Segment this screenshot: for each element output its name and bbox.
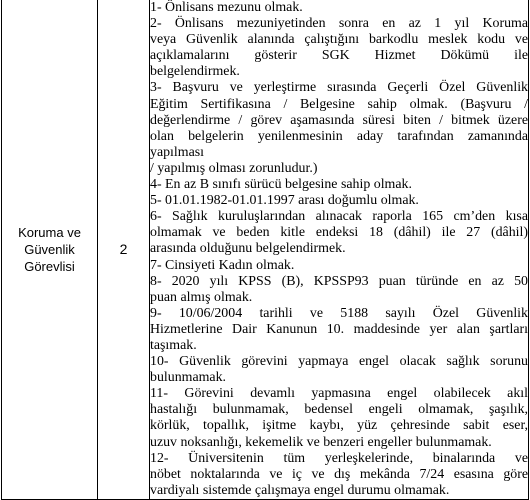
requirement-line: yapılması [150, 144, 205, 160]
position-count: 2 [119, 241, 128, 258]
requirement-line: nöbet noktalarında ve iç ve dış mekânda 7/24 esasına göre [150, 466, 528, 482]
requirement-line: / yapılmış olması zorunludur.) [150, 160, 318, 176]
requirement-line: 5- 01.01.1982-01.01.1997 arası doğumlu olmak. [150, 193, 419, 209]
requirement-line: vardiyalı sistemde çalışmaya engel durumu olmamak. [150, 482, 450, 498]
requirement-line: 8- 2020 yılı KPSS (B), KPSSP93 puan türünde en az 50 [150, 273, 528, 289]
position-title-cell [2, 0, 98, 499]
requirement-line: olmamak ve beden kitle endeksi 18 (dâhil) ile 27 (dâhil) [150, 225, 528, 241]
requirement-line: puan almış olmak. [150, 289, 253, 305]
position-title-line: Güvenlik [24, 241, 75, 257]
requirement-line: taşımak. [150, 337, 197, 353]
requirement-line: 9- 10/06/2004 tarihli ve 5188 sayılı Özel Güvenlik [150, 305, 528, 321]
requirement-line: Eğitim Sertifikasına / Belgesine sahip olmak. (Başvuru / [150, 96, 528, 112]
requirement-line: olan belgelerin yenilenmesinin aday tarafından zamanında [150, 128, 528, 144]
position-title-line: Görevlisi [24, 258, 75, 274]
requirement-line: 7- Cinsiyeti Kadın olmak. [150, 257, 295, 273]
requirement-line: 4- En az B sınıfı sürücü belgesine sahip olmak. [150, 177, 412, 193]
requirement-line: körlük, topallık, işitme kaybı, yüz çehresinde sabit eser, [150, 418, 528, 434]
requirement-line: uzuv noksanlığı, kekemelik ve benzeri engeller bulunmamak. [150, 434, 492, 450]
requirement-line: Hizmetlerine Dair Kanunun 10. maddesinde yer alan şartları [150, 321, 528, 337]
requirement-line: 1- Önlisans mezunu olmak. [150, 0, 303, 15]
requirement-line: 6- Sağlık kuruluşlarından alınacak raporla 165 cm’den kısa [150, 209, 528, 225]
requirement-line: veya Güvenlik alanında çalıştığını barkodlu meslek kodu ve [150, 32, 528, 48]
requirement-line: arasında olduğunu belgelendirmek. [150, 241, 346, 257]
requirement-line: bulunmamak. [150, 370, 226, 386]
requirement-line: 3- Başvuru ve yerleştirme sırasında Geçerli Özel Güvenlik [150, 80, 528, 96]
requirement-line: açıklamalarını gösterir SGK Hizmet Dökümü ile [150, 48, 528, 64]
requirements-table [1, 0, 529, 500]
requirements-cell [150, 0, 529, 499]
position-title-line: Koruma ve [18, 224, 81, 240]
requirement-line: hastalığı bulunmamak, bedensel engeli olmamak, şaşılık, [150, 402, 528, 418]
requirement-line: 10- Güvenlik görevini yapmaya engel olacak sağlık sorunu [150, 354, 528, 370]
position-count-cell [98, 0, 150, 499]
requirement-line: belgelendirmek. [150, 64, 240, 80]
requirement-line: 12- Üniversitenin tüm yerleşkelerinde, binalarında ve [150, 450, 528, 466]
requirement-line: değerlendirme / görev aşamasında süresi biten / bitmek üzere [150, 112, 528, 128]
requirement-line: 11- Görevini devamlı yapmasına engel olabilecek akıl [150, 386, 528, 402]
requirement-line: 2- Önlisans mezuniyetinden sonra en az 1 yıl Koruma [150, 16, 528, 32]
table-row [2, 0, 529, 499]
requirements-list [150, 0, 528, 499]
